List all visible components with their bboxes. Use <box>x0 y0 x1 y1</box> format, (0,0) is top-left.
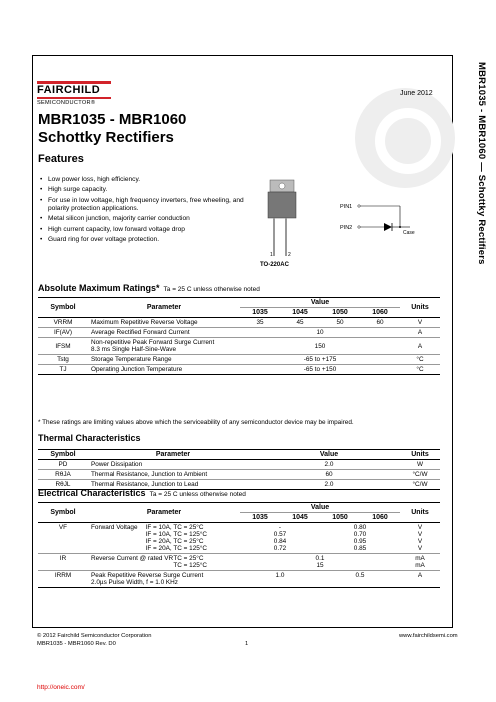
pin2-label: 2 <box>288 252 291 258</box>
schem-pin1: PIN1 <box>340 204 353 210</box>
table-row: IR Reverse Current @ rated VR TC = 25°C TC = 125°C 0.1 15 mA mA <box>38 554 440 571</box>
table-row: RθJL Thermal Resistance, Junction to Lead 2.0 °C/W <box>38 480 440 490</box>
feature-item: • High current capacity, low forward voltage drop <box>40 226 250 234</box>
table-row: PD Power Dissipation 2.0 W <box>38 460 440 470</box>
thermal-table: Symbol Parameter Value Units PD Power Dissipation 2.0 W RθJA Thermal Resistance, Junction to Ambient 60 °C/W RθJL Thermal Resistance, Junction to Lead 2.0 °C/W <box>38 449 440 490</box>
table-row: Tstg Storage Temperature Range -65 to +175 °C <box>38 355 440 365</box>
abs-max-table: Symbol Parameter Value Units 1035 1045 1050 1060 VRRM Maximum Repetitive Reverse Voltage 35 45 50 60 V IF(AV) Average Rectified Forward Current 10 A IFSM Non-repetitive Peak Forward Surge Current 8.3 ms Single Half-Sine-Wave 150 A Tstg Storage Temperature Range -65 to +175 °C TJ Operating Junction Temperature -65 to +150 °C <box>38 297 440 375</box>
page-title: MBR1035 - MBR1060 Schottky Rectifiers <box>38 111 187 146</box>
table-row: VRRM Maximum Repetitive Reverse Voltage 35 45 50 60 V <box>38 318 440 328</box>
feature-item: • For use in low voltage, high frequency inverters, free wheeling, and polarity protection applications. <box>40 197 250 214</box>
side-title: MBR1035 - MBR1060 — Schottky Rectifiers <box>476 62 487 265</box>
diode-schematic-icon <box>340 198 430 238</box>
footer-copyright: © 2012 Fairchild Semiconductor Corporation <box>37 633 152 639</box>
package-label: TO-220AC <box>260 262 289 268</box>
features-heading: Features <box>38 153 84 165</box>
feature-item: • Guard ring for over voltage protection. <box>40 236 250 244</box>
source-link[interactable]: http://oneic.com/ <box>37 684 85 691</box>
thermal-heading: Thermal Characteristics <box>38 433 141 443</box>
feature-item: • Low power loss, high efficiency. <box>40 176 250 184</box>
footer-rev: MBR1035 - MBR1060 Rev. D0 <box>37 641 116 647</box>
table-row: IFSM Non-repetitive Peak Forward Surge Current 8.3 ms Single Half-Sine-Wave 150 A <box>38 338 440 355</box>
table-row: TJ Operating Junction Temperature -65 to +150 °C <box>38 365 440 375</box>
footer-site[interactable]: www.fairchildsemi.com <box>399 633 458 639</box>
fairchild-logo: FAIRCHILD SEMICONDUCTOR® <box>37 81 111 106</box>
abs-footnote: * These ratings are limiting values above which the serviceability of any semiconductor device may be impaired. <box>38 419 354 426</box>
to220-package-icon <box>264 178 304 260</box>
schem-case: Case <box>403 230 415 236</box>
pin1-label: 1 <box>270 252 273 258</box>
table-row: RθJA Thermal Resistance, Junction to Ambient 60 °C/W <box>38 470 440 480</box>
electrical-table: Symbol Parameter Value Units 1035 1045 1050 1060 VF Forward Voltage IF = 10A, TC = 25°C IF = 10A, TC = 125°C IF = 20A, TC = 25°C IF = 20A, TC = 125°C - 0.57 0.84 0.72 0.80 0.70 0.95 0.85 V V V V IR Reverse Current @ rated VR TC = 25°C TC = 125°C 0.1 15 mA mA IRRM Peak Repetitive Reverse Surge Current 2.0µs Pulse Width, f = 1.0 KHz 1.0 0.5 A <box>38 502 440 588</box>
table-row: VF Forward Voltage IF = 10A, TC = 25°C IF = 10A, TC = 125°C IF = 20A, TC = 25°C IF = 20A, TC = 125°C - 0.57 0.84 0.72 0.80 0.70 0.95 0.85 V V V V <box>38 523 440 554</box>
feature-item: • Metal silicon junction, majority carrier conduction <box>40 215 250 223</box>
table-row: IF(AV) Average Rectified Forward Current 10 A <box>38 328 440 338</box>
feature-item: • High surge capacity. <box>40 186 250 194</box>
power-watermark-ring <box>375 108 441 174</box>
table-row: IRRM Peak Repetitive Reverse Surge Current 2.0µs Pulse Width, f = 1.0 KHz 1.0 0.5 A <box>38 571 440 588</box>
electrical-heading: Electrical Characteristics Ta = 25 C unless otherwise noted <box>38 488 246 498</box>
date: June 2012 <box>400 90 433 97</box>
abs-max-heading: Absolute Maximum Ratings* Ta = 25 C unless otherwise noted <box>38 283 260 293</box>
footer-page: 1 <box>245 641 249 647</box>
features-list <box>40 176 250 247</box>
schem-pin2: PIN2 <box>340 225 353 231</box>
